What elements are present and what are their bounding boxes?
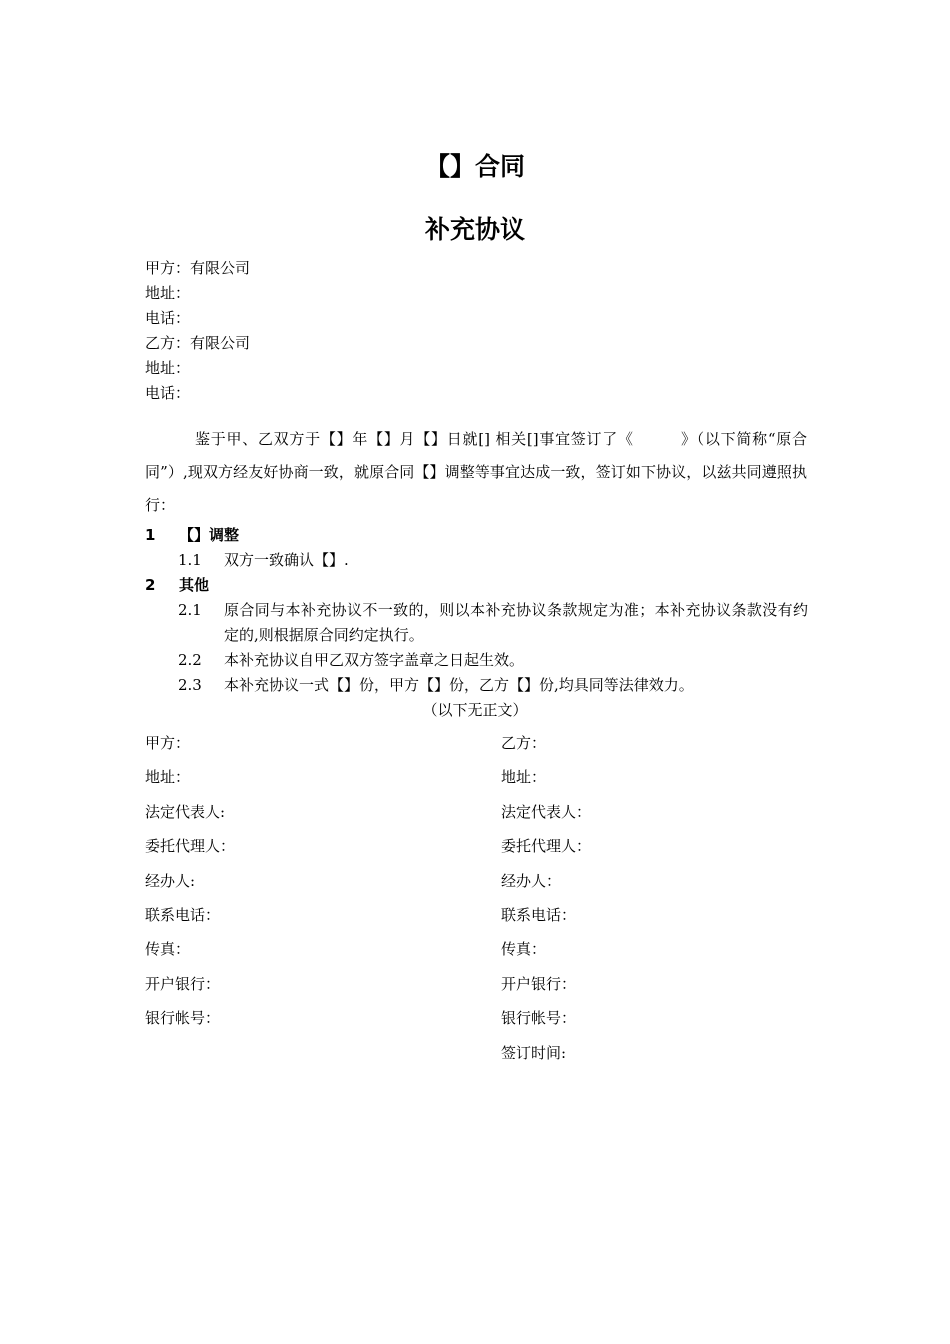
clause-number: 1.1 xyxy=(178,551,202,569)
clause-number: 2.2 xyxy=(178,651,202,669)
contract-title: 【】合同 xyxy=(424,152,525,181)
clause-text: 双方一致确认【】. xyxy=(224,551,349,569)
section-number: 1 xyxy=(145,526,156,544)
section-title: 其他 xyxy=(179,576,210,594)
signature-field: 地址： xyxy=(501,768,547,787)
party-a-phone: 电话： xyxy=(145,309,191,327)
clause-item xyxy=(178,598,808,648)
clause-item xyxy=(178,548,808,573)
signature-field: 开户银行： xyxy=(501,974,577,993)
signature-field: 委托代理人： xyxy=(501,837,592,856)
party-a-signature-block xyxy=(145,731,235,1041)
signature-field: 传真： xyxy=(145,940,191,959)
party-b-phone: 电话： xyxy=(145,384,191,402)
party-b-signature-block xyxy=(501,731,591,1075)
party-b-address: 地址： xyxy=(145,359,191,377)
party-a-address: 地址： xyxy=(145,284,191,302)
agreement-subtitle: 补充协议 xyxy=(424,215,525,244)
clause-number: 2.3 xyxy=(178,676,202,694)
clause-item xyxy=(178,673,808,698)
section-title: 【】调整 xyxy=(179,526,240,544)
signature-field: 银行帐号： xyxy=(501,1009,577,1028)
signature-field: 开户银行： xyxy=(145,974,221,993)
signature-field: 乙方： xyxy=(501,734,547,752)
signature-field: 法定代表人: xyxy=(145,802,226,821)
preamble-paragraph: 鉴于甲、乙双方于【】年【】月【】日就[] 相关[]事宜签订了《 》（以下简称“原合同”）,现双方经友好协商一致，就原合同【】调整等事宜达成一致，签订如下协议，以兹共同遵照执行： xyxy=(145,430,807,514)
end-of-text-note: （以下无正文） xyxy=(422,701,528,719)
section-number: 2 xyxy=(145,576,156,594)
section-heading xyxy=(145,523,239,548)
signature-field: 甲方： xyxy=(145,734,191,752)
clause-text: 本补充协议自甲乙双方签字盖章之日起生效。 xyxy=(224,651,525,669)
signing-date-field: 签订时间: xyxy=(501,1043,567,1062)
clause-text: 本补充协议一式【】份，甲方【】份，乙方【】份,均具同等法律效力。 xyxy=(224,676,694,694)
signature-field: 银行帐号： xyxy=(145,1009,221,1028)
signature-field: 联系电话： xyxy=(145,905,221,924)
clause-text: 原合同与本补充协议不一致的，则以本补充协议条款规定为准；本补充协议条款没有约定的,则根据原合同约定执行。 xyxy=(224,601,808,644)
signature-field: 经办人： xyxy=(501,871,562,890)
signature-field: 法定代表人： xyxy=(501,802,592,821)
party-b-name: 乙方：有限公司 xyxy=(145,334,251,352)
parties-block xyxy=(145,256,250,406)
clause-item xyxy=(178,648,808,673)
signature-field: 委托代理人： xyxy=(145,837,236,856)
signature-field: 地址： xyxy=(145,768,191,787)
signature-field: 联系电话： xyxy=(501,905,577,924)
signature-field: 传真： xyxy=(501,940,547,959)
signature-field: 经办人: xyxy=(145,871,196,890)
party-a-name: 甲方：有限公司 xyxy=(145,259,251,277)
section-heading xyxy=(145,573,209,598)
clause-number: 2.1 xyxy=(178,601,202,619)
